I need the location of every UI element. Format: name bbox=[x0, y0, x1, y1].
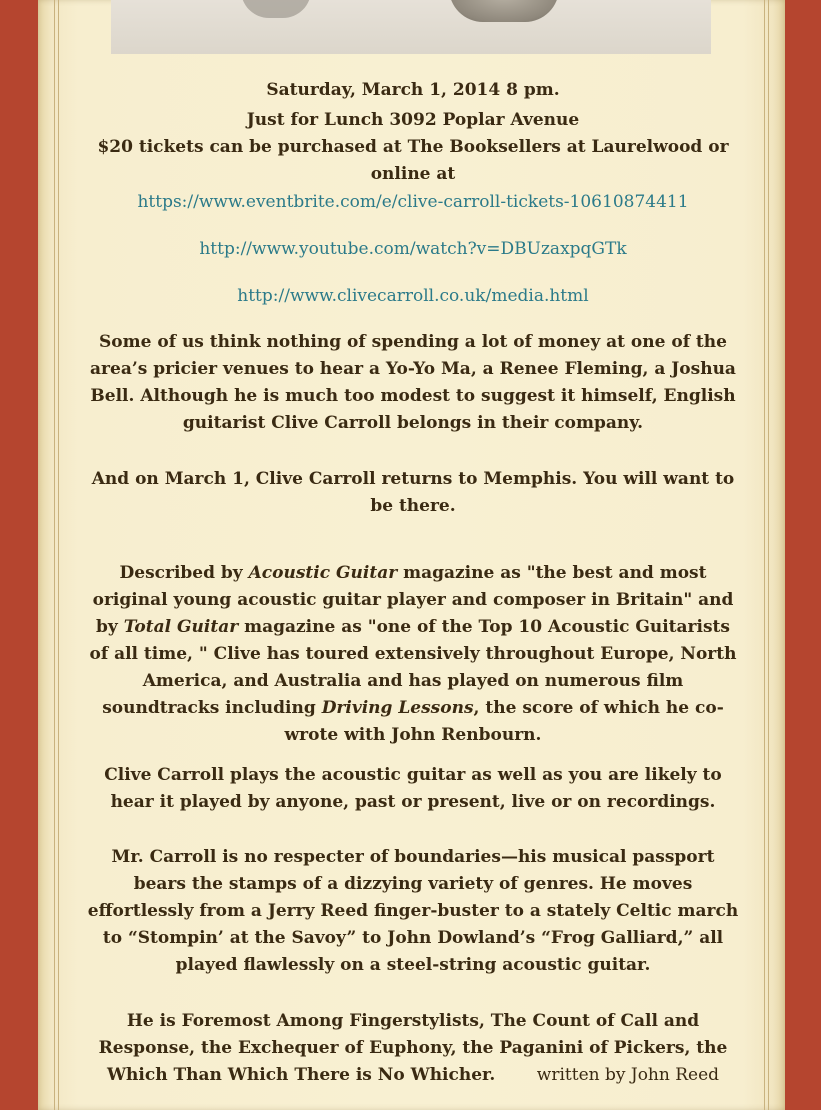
bio-text-3: magazine as "one of the Top 10 Acoustic Guitarists of all time, " Clive has toured extensively throughout Europe, North America, and Australia and has played on numerous film soundtracks including bbox=[89, 617, 737, 718]
driving-lessons-title: Driving Lessons bbox=[321, 698, 474, 718]
eventbrite-link[interactable]: https://www.eventbrite.com/e/clive-carroll-tickets-10610874411 bbox=[137, 192, 689, 212]
youtube-link[interactable]: http://www.youtube.com/watch?v=DBUzaxpqGTk bbox=[199, 239, 627, 259]
playing-paragraph: Clive Carroll plays the acoustic guitar as well as you are likely to hear it played by anyone, past or present, live or on recordings. bbox=[104, 765, 722, 812]
total-guitar-title: Total Guitar bbox=[123, 617, 239, 637]
right-border-ornament bbox=[764, 0, 769, 1110]
bio-text-1: Described by bbox=[119, 563, 249, 583]
acoustic-guitar-title: Acoustic Guitar bbox=[248, 563, 398, 583]
right-shoe-graphic bbox=[449, 0, 559, 22]
guitarist-photo bbox=[111, 0, 711, 54]
left-border-ornament bbox=[54, 0, 59, 1110]
titles-text: He is Foremost Among Fingerstylists, The Count of Call and Response, the Exchequer of Euphony, the Paganini of Pickers, the Which Than Which There is No Whicher. bbox=[98, 1011, 728, 1085]
returns-paragraph: And on March 1, Clive Carroll returns to Memphis. You will want to be there. bbox=[91, 469, 735, 516]
bio-text-2: magazine as "the best and most original young acoustic guitar player and composer in Britain" and by bbox=[92, 563, 734, 637]
clivecarroll-media-link[interactable]: http://www.clivecarroll.co.uk/media.html bbox=[237, 286, 589, 306]
event-venue: Just for Lunch 3092 Poplar Avenue bbox=[246, 110, 580, 130]
left-shoe-graphic bbox=[241, 0, 311, 18]
genres-paragraph: Mr. Carroll is no respecter of boundaries—his musical passport bears the stamps of a dizzying variety of genres. He moves effortlessly from a Jerry Reed finger-buster to a stately Celtic march to “Stompin’ at the Savoy” to John Dowland’s “Frog Galliard,” all played flawlessly on a steel-string acoustic guitar. bbox=[87, 847, 739, 975]
titles-paragraph bbox=[85, 1008, 741, 1089]
bio-text-4: , the score of which he co-wrote with John Renbourn. bbox=[284, 698, 724, 745]
intro-paragraph: Some of us think nothing of spending a lot of money at one of the area’s pricier venues to hear a Yo-Yo Ma, a Renee Fleming, a Joshua Bell. Although he is much too modest to suggest it himself, English guitarist Clive Carroll belongs in their company. bbox=[90, 332, 736, 433]
biography-paragraph bbox=[85, 560, 741, 749]
event-date-time: Saturday, March 1, 2014 8 pm. bbox=[266, 80, 560, 100]
author-byline: written by John Reed bbox=[536, 1065, 720, 1085]
ticket-info: $20 tickets can be purchased at The Booksellers at Laurelwood or online at bbox=[97, 137, 729, 184]
